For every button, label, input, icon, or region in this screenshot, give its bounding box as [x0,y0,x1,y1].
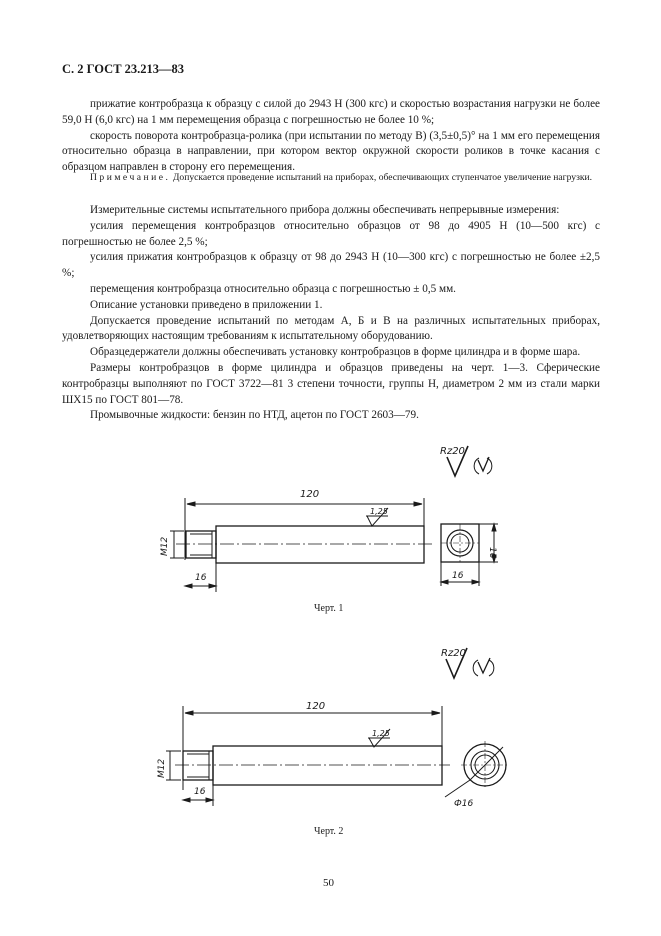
roughness-label: Rz20 [440,446,465,457]
paragraph: Описание установки приведено в приложении 1. [90,298,323,311]
dim-thread-label: M12 [160,536,170,556]
roughness-small-icon [478,658,490,673]
page-number: 50 [323,877,334,889]
dim-thread-label: M12 [157,758,167,778]
dim-length-label: 120 [300,489,320,500]
roughness-label: Rz20 [441,648,466,659]
paren-icon [473,660,494,676]
caption-1: Черт. 1 [314,603,344,614]
paragraph: усилия прижатия контробразцов к образцу от 98 до 2943 Н (10—300 кгс) с погрешностью не более ±2,5 %; [62,251,600,280]
paragraph: Размеры контробразцов в форме цилиндра и образцов приведены на черт. 1—3. Сферические контробразцы выполняют по ГОСТ 3722—81 3 степени точности, группы Н, диаметром 2 мм из стали марки ШХ15 по ГОСТ 801—78. [62,361,600,406]
paragraph: Образцедержатели должны обеспечивать установку контробразцов в форме цилиндра и в форме шара. [90,346,581,359]
paragraph: усилия перемещения контробразцов относительно образцов от 98 до 4905 Н (10—500 кгс) с погрешностью не более 2,5 %; [62,219,600,248]
paragraph: Промывочные жидкости: бензин по НТД, ацетон по ГОСТ 2603—79. [90,409,419,422]
surface-mark-label: 1,25 [370,507,388,516]
paragraph: перемещения контробразца относительно образца с погрешностью ± 0,5 мм. [90,282,456,295]
dim-bottom-label: 16 [452,571,464,581]
dim-16-label: 16 [194,787,206,797]
paragraph: скорость поворота контробразца-ролика (при испытании по методу В) (3,5±0,5)° на 1 мм его перемещения относительно образца в направлении, при котором вектор окружной скорости роликов в точке касания с образцом направлен в сторону его перемещения. [62,129,600,174]
drawing-1 [160,446,498,592]
note-label: Примечание. [90,172,171,183]
page-header: С. 2 ГОСТ 23.213—83 [62,62,185,76]
surface-mark-label: 1,25 [372,729,390,738]
note-text: Допускается проведение испытаний на приборах, обеспечивающих ступенчатое увеличение нагрузки. [170,172,593,183]
caption-2: Черт. 2 [314,826,344,837]
dim-diameter-label: Ф16 [454,799,474,809]
paragraph: прижатие контробразца к образцу с силой до 2943 Н (300 кгс) и скоростью возрастания нагрузки не более 59,0 Н (6,0 кгс) на 1 мм перемещения образца с погрешностью не более 10 %; [62,98,600,126]
dim-side-label: 16 [487,547,497,559]
drawing-2 [157,648,509,809]
roughness-small-icon [478,457,489,471]
paragraph: Измерительные системы испытательного прибора должны обеспечивать непрерывные измерения: [90,204,560,216]
dim-length-label: 120 [306,701,326,712]
dim-16-label: 16 [195,573,207,583]
paragraph: Допускается проведение испытаний по методам А, Б и В на различных испытательных приборах, удовлетворяющих настоящим требованиям к испытательному оборудованию. [62,314,600,343]
